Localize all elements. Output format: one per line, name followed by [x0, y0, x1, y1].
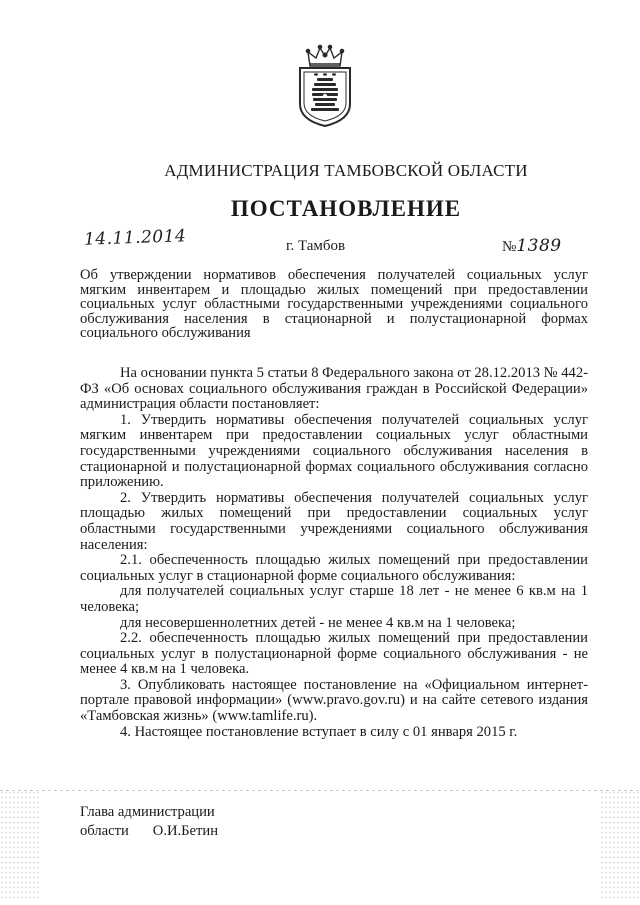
paragraph-item-2-1: 2.1. обеспеченность площадью жилых помещений при предоставлении социальных услуг в стационарной форме социального обслуживания: [80, 552, 588, 584]
paragraph-item-2: 2. Утвердить нормативы обеспечения получателей социальных услуг площадью жилых помещений при предоставлении социальных услуг областными государственными учреждениями социального обслуживания населения: [80, 489, 588, 553]
document-date: 14.11.2014 [83, 226, 187, 250]
paragraph-item-4: 4. Настоящее постановление вступает в силу с 01 января 2015 г. [120, 723, 518, 740]
paragraph-children-norm: для несовершеннолетних детей - не менее 4 кв.м на 1 человека; [120, 614, 516, 631]
number-value: 1389 [516, 236, 562, 256]
document-number [502, 236, 562, 256]
issuing-authority: АДМИНИСТРАЦИЯ ТАМБОВСКОЙ ОБЛАСТИ [164, 161, 528, 180]
paragraph-item-3: 3. Опубликовать настоящее постановление на «Официальном интернет-портале правовой информации» (www.pravo.gov.ru) и на сайте сетевого издания «Тамбовская жизнь» (www.tamlife.ru). [80, 676, 588, 725]
document-body [80, 366, 588, 740]
signatory-name: О.И.Бетин [152, 823, 219, 839]
coat-of-arms-icon [294, 44, 356, 128]
paragraph-preamble: На основании пункта 5 статьи 8 Федерального закона от 28.12.2013 № 442-ФЗ «Об основах социального обслуживания граждан в Российской Федерации» администрация области постановляет: [80, 365, 589, 413]
paragraph-adults-norm: для получателей социальных услуг старше 18 лет - не менее 6 кв.м на 1 человека; [80, 583, 588, 615]
scan-fold-line [0, 790, 640, 791]
signatory-position: Глава администрации [80, 804, 215, 820]
paragraph-item-2-2: 2.2. обеспеченность площадью жилых помещений при предоставлении социальных услуг в полустационарной форме социального обслуживания - не менее 4 кв.м на 1 человека. [80, 630, 588, 678]
document-title: Об утверждении нормативов обеспечения получателей социальных услуг мягким инвентарем и площадью жилых помещений при предоставлении социальных услуг областными государственными учреждениями социального обслуживания населения в стационарной и полустационарной формах социального обслуживания [80, 267, 588, 341]
signatory-position-line2: области [80, 823, 129, 839]
scan-noise-right [600, 790, 640, 900]
document-city: г. Тамбов [286, 238, 346, 254]
scan-noise-left [0, 790, 40, 900]
document-type-heading: ПОСТАНОВЛЕНИЕ [230, 196, 462, 221]
signature-block [80, 803, 218, 841]
paragraph-item-1: 1. Утвердить нормативы обеспечения получателей социальных услуг мягким инвентарем при предоставлении социальных услуг областными государственными учреждениями социального обслуживания населения в стационарной и полустационарной формах социального обслуживания согласно приложению. [80, 411, 588, 491]
number-prefix: № [502, 239, 517, 255]
